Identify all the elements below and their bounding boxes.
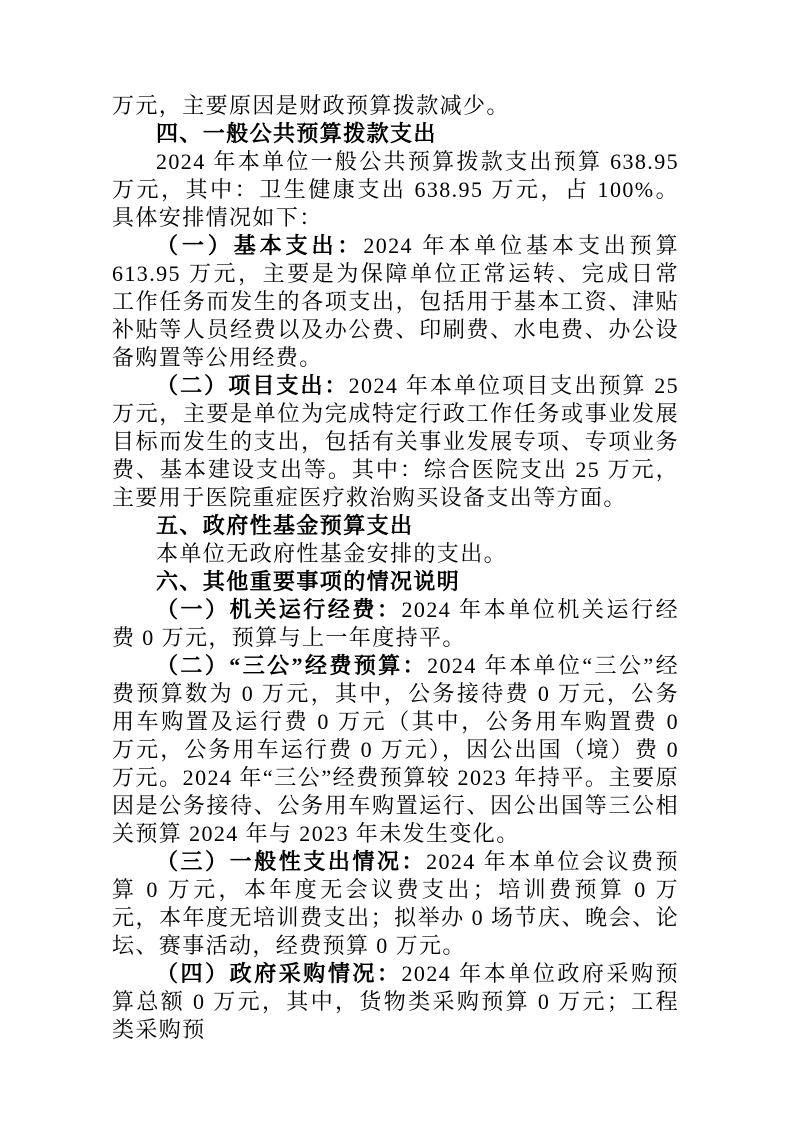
paragraph (112, 596, 679, 652)
paragraph-lead: （一）基本支出： (156, 233, 364, 258)
paragraph-text: 2024 年本单位“三公”经费预算数为 0 万元，其中，公务接待费 0 万元，公务用车购置及运行费 0 万元（其中，公务用车购置费 0 万元，公务用车运行费 0 万元），因公出国（境）费 0 万元。2024 年“三公”经费预算较 2023 年持平。主要原因是公务接待、公务用车购置运行、因公出国等三公相关预算 2024 年与 2023 年未发生变化。 (112, 653, 679, 846)
paragraph-text: 六、其他重要事项的情况说明 (156, 569, 461, 594)
paragraph (112, 372, 679, 512)
document-body (112, 92, 679, 1044)
paragraph (112, 652, 679, 848)
paragraph-lead: （四）政府采购情况： (156, 961, 402, 986)
paragraph-lead: （二）项目支出： (156, 373, 349, 398)
paragraph (112, 148, 679, 232)
paragraph-text: 2024 年本单位机关运行经费 0 万元，预算与上一年度持平。 (112, 597, 679, 650)
paragraph-text: 2024 年本单位会议费预算 0 万元，本年度无会议费支出；培训费预算 0 万元，本年度无培训费支出；拟举办 0 场节庆、晚会、论坛、赛事活动，经费预算 0 万元。 (112, 849, 679, 958)
section-heading (112, 512, 679, 540)
paragraph-text: 本单位无政府性基金安排的支出。 (156, 541, 508, 566)
paragraph-text: 2024 年本单位一般公共预算拨款支出预算 638.95 万元，其中：卫生健康支出 638.95 万元，占 100%。具体安排情况如下： (112, 149, 679, 230)
paragraph-text: 五、政府性基金预算支出 (156, 513, 414, 538)
section-heading (112, 120, 679, 148)
paragraph-lead: （一）机关运行经费： (156, 597, 402, 622)
paragraph-text: 2024 年本单位基本支出预算 613.95 万元，主要是为保障单位正常运转、完成日常工作任务而发生的各项支出，包括用于基本工资、津贴补贴等人员经费以及办公费、印刷费、水电费、办公设备购置等公用经费。 (112, 233, 679, 370)
paragraph-text: 四、一般公共预算拨款支出 (156, 121, 437, 146)
paragraph (112, 848, 679, 960)
paragraph-text: 2024 年本单位政府采购预算总额 0 万元，其中，货物类采购预算 0 万元；工程类采购预 (112, 961, 679, 1042)
paragraph (112, 960, 679, 1044)
paragraph (112, 232, 679, 372)
section-heading (112, 568, 679, 596)
paragraph (112, 92, 679, 120)
paragraph (112, 540, 679, 568)
paragraph-lead: （三）一般性支出情况： (156, 849, 427, 874)
paragraph-text: 万元，主要原因是财政预算拨款减少。 (112, 93, 510, 118)
paragraph-text: 2024 年本单位项目支出预算 25 万元，主要是单位为完成特定行政工作任务或事业发展目标而发生的支出，包括有关事业发展专项、专项业务费、基本建设支出等。其中：综合医院支出 25 万元，主要用于医院重症医疗救治购买设备支出等方面。 (112, 373, 679, 510)
paragraph-lead: （二）“三公”经费预算： (156, 653, 428, 678)
